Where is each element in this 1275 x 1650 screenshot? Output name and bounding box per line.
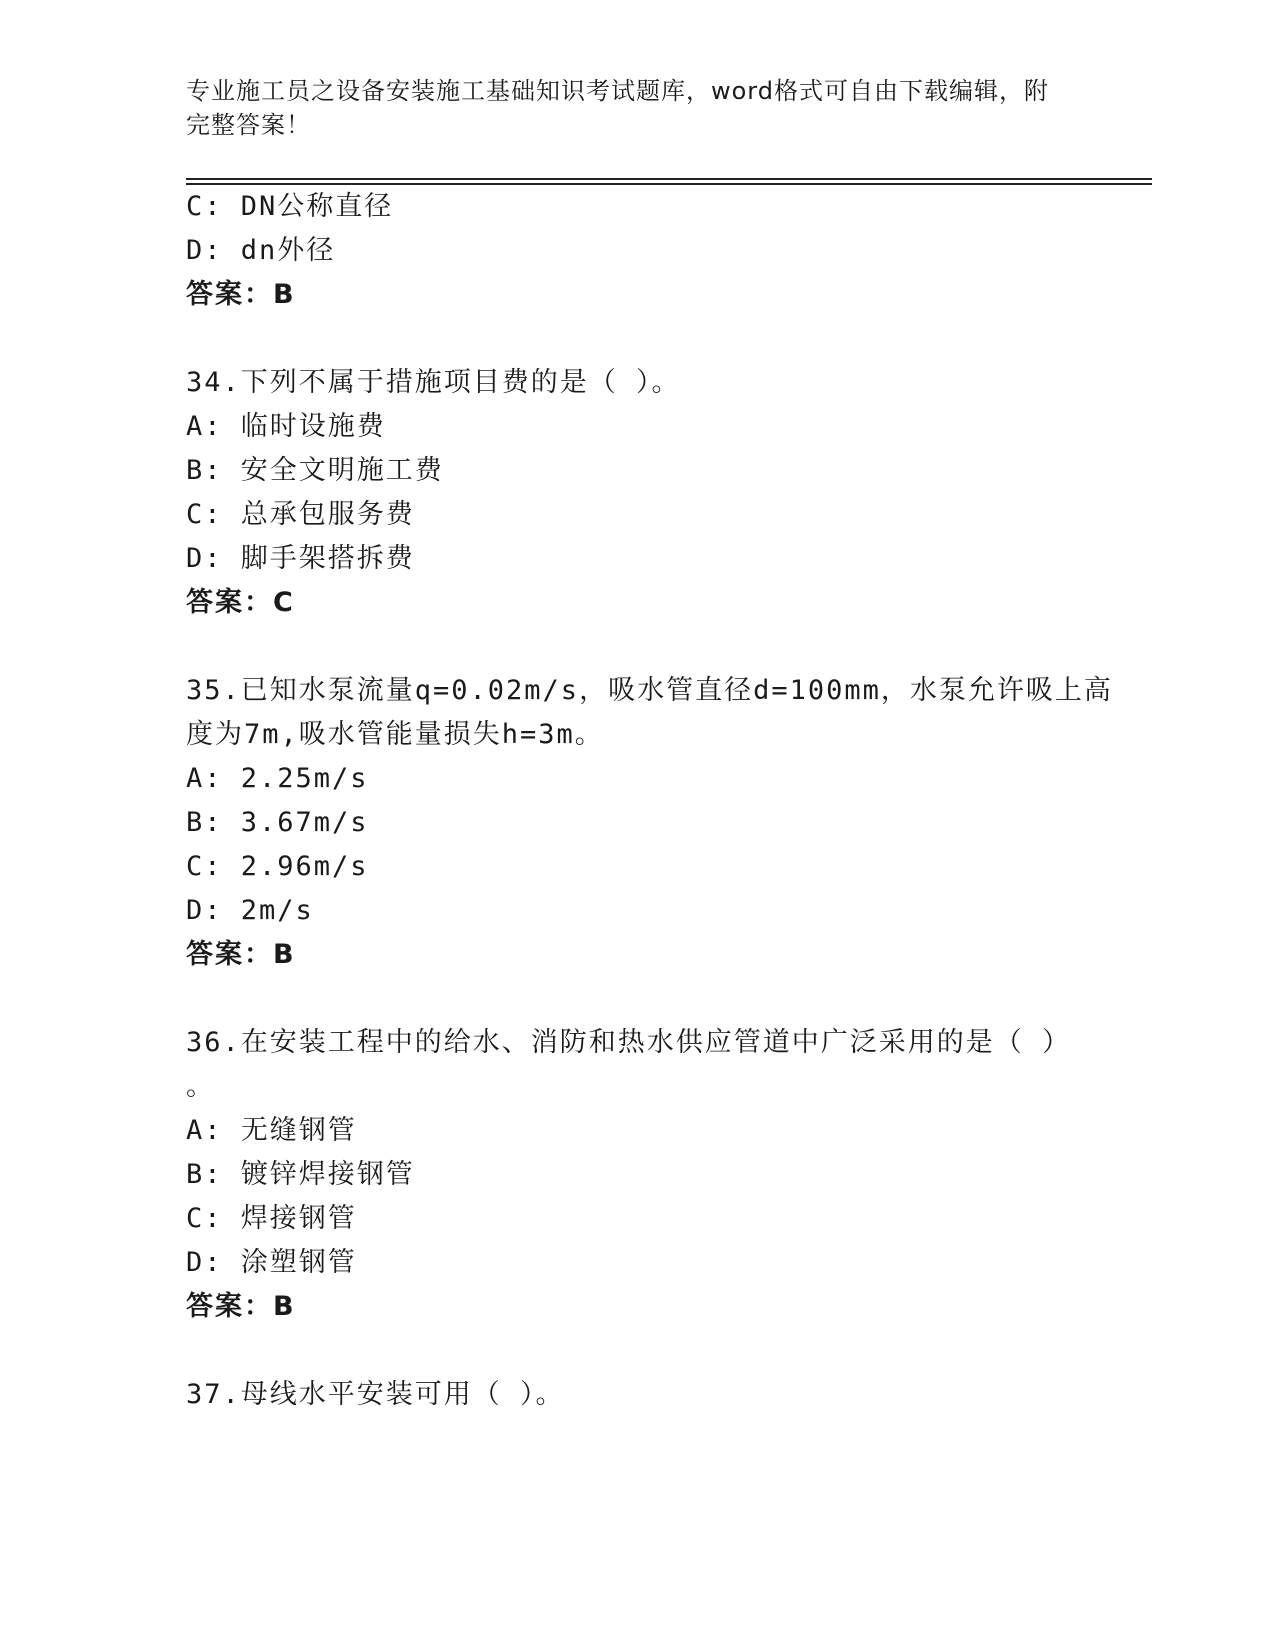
option-a: A: 无缝钢管 bbox=[186, 1115, 357, 1146]
option-c: C: 2.96m/s bbox=[186, 851, 369, 882]
option-a: A: 2.25m/s bbox=[186, 763, 369, 794]
option-d: D: 涂塑钢管 bbox=[186, 1247, 357, 1278]
answer-label: 答案：B bbox=[186, 279, 296, 310]
answer-label: 答案：B bbox=[186, 939, 296, 970]
question-stem: 34.下列不属于措施项目费的是（ ）。 bbox=[186, 367, 681, 398]
option-b: B: 安全文明施工费 bbox=[186, 455, 444, 486]
header-divider-line-secondary bbox=[186, 183, 1152, 185]
question-stem: 36.在安装工程中的给水、消防和热水供应管道中广泛采用的是（ ） bbox=[186, 1027, 1072, 1058]
option-c: C: DN公称直径 bbox=[186, 191, 394, 222]
header-divider-line bbox=[186, 178, 1152, 180]
option-d: D: 脚手架搭拆费 bbox=[186, 543, 415, 574]
question-stem: 35.已知水泵流量q=0.02m/s，吸水管直径d=100mm，水泵允许吸上高 bbox=[186, 675, 1113, 706]
document-header: 专业施工员之设备安装施工基础知识考试题库，word格式可自由下载编辑，附完整答案！ bbox=[186, 77, 1049, 139]
question-stem-continued: 度为7m,吸水管能量损失h=3m。 bbox=[186, 719, 604, 750]
answer-label: 答案：C bbox=[186, 587, 295, 618]
option-d: D: 2m/s bbox=[186, 895, 314, 926]
option-b: B: 3.67m/s bbox=[186, 807, 369, 838]
option-b: B: 镀锌焊接钢管 bbox=[186, 1159, 415, 1190]
option-c: C: 焊接钢管 bbox=[186, 1203, 357, 1234]
answer-label: 答案：B bbox=[186, 1291, 296, 1322]
option-a: A: 临时设施费 bbox=[186, 411, 386, 442]
option-c: C: 总承包服务费 bbox=[186, 499, 415, 530]
option-d: D: dn外径 bbox=[186, 235, 336, 266]
question-stem-continued: 。 bbox=[186, 1071, 215, 1102]
question-stem: 37.母线水平安装可用（ ）。 bbox=[186, 1379, 565, 1410]
